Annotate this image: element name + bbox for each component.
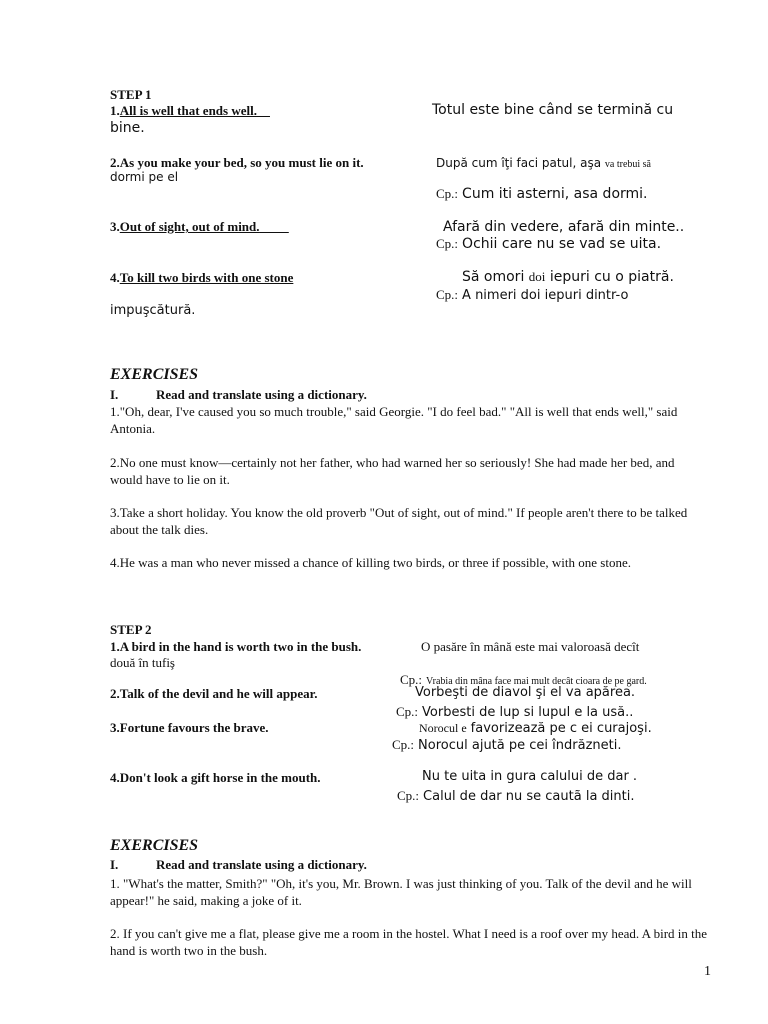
cp-label: Cp.: [436, 186, 459, 201]
cp-label: Cp.: [400, 672, 423, 687]
instruction-number: I. [110, 857, 119, 872]
proverb-text: Talk of the devil and he will appear. [119, 686, 318, 701]
proverb-number: 4. [110, 770, 120, 785]
translation-part-b: va trebui să [604, 159, 651, 170]
proverb-text: Fortune favours the brave. [119, 720, 269, 735]
step1-proverb-4 [110, 270, 293, 286]
underline-filler [257, 103, 270, 118]
step2-translation-1-cont: două în tufiş [110, 655, 175, 670]
proverb-text: All is well that ends well. [119, 103, 257, 118]
exercises1-instruction [110, 387, 367, 403]
step1-proverb-1 [110, 103, 270, 119]
cp-text: Calul de dar nu se cautã la dinti. [423, 789, 635, 804]
cp-text: Norocul ajută pe cei îndrăzneti. [418, 738, 622, 753]
exercise1-paragraph-3: 3.Take a short holiday. You know the old proverb "Out of sight, out of mind." If people aren't there to be talked about the talk dies. [110, 505, 688, 537]
step1-translation-2-cont: dormi pe el [110, 170, 179, 184]
instruction-text: Read and translate using a dictionary. [156, 857, 367, 872]
step1-proverb-2 [110, 155, 364, 171]
proverb-number: 3. [110, 219, 120, 234]
cp-label: Cp.: [396, 704, 419, 719]
cp-label: Cp.: [392, 737, 415, 752]
proverb-text: Don't look a gift horse in the mouth. [119, 770, 321, 785]
instruction-number: I. [110, 387, 119, 402]
translation-part-a: Să omori [462, 269, 525, 285]
cp-label: Cp.: [397, 788, 420, 803]
step1-proverb-3 [110, 219, 289, 235]
proverb-number: 1. [110, 639, 120, 654]
step1-cp-4 [436, 286, 628, 304]
step2-cp-4 [397, 787, 634, 805]
step2-proverb-4 [110, 770, 321, 786]
proverb-text: As you make your bed, so you must lie on it. [119, 155, 364, 170]
exercises1-heading: EXERCISES [110, 366, 199, 383]
step1-translation-2 [436, 156, 651, 170]
translation-part-a: Norocul e [419, 721, 467, 735]
step2-translation-3 [419, 719, 652, 737]
step1-translation-4 [462, 269, 674, 285]
proverb-text: A bird in the hand is worth two in the bush. [119, 639, 362, 654]
step1-cp-3 [436, 235, 661, 253]
instruction-text: Read and translate using a dictionary. [156, 387, 367, 402]
proverb-number: 2. [110, 155, 120, 170]
step1-translation-3: Afară din vedere, afară din minte.. [443, 219, 685, 235]
step1-cp-4-cont: impuşcătură. [110, 303, 196, 318]
exercise1-paragraph-4: 4.He was a man who never missed a chance of killing two birds, or three if possible, with one stone. [110, 555, 631, 570]
underline-filler [260, 219, 289, 234]
cp-label: Cp.: [436, 236, 459, 251]
step1-translation-1-cont: bine. [110, 120, 145, 136]
translation-part-b: favorizează pe c ei curajoşi. [470, 721, 652, 736]
exercise1-paragraph-2: 2.No one must know—certainly not her father, who had warned her so seriously! She had made her bed, and would have to lie on it. [110, 455, 675, 487]
step1-title: STEP 1 [110, 87, 152, 102]
cp-text: Cum iti asterni, asa dormi. [462, 186, 648, 202]
exercises2-heading: EXERCISES [110, 837, 199, 854]
proverb-text: Out of sight, out of mind. [119, 219, 260, 234]
step2-cp-3 [392, 736, 621, 754]
step2-translation-2: Vorbeşti de diavol şi el va apărea. [415, 685, 636, 700]
translation-part-a: După cum îţi faci patul, aşa [436, 156, 602, 170]
proverb-number: 1. [110, 103, 120, 118]
translation-part-c: iepuri cu o piatră. [549, 269, 674, 285]
proverb-number: 3. [110, 720, 120, 735]
cp-label: Cp.: [436, 287, 459, 302]
exercise2-paragraph-1: 1. "What's the matter, Smith?" "Oh, it's you, Mr. Brown. I was just thinking of you. Talk of the devil and he will appear!" he said, making a joke of it. [110, 876, 692, 908]
cp-text: Vrabia din mâna face mai mult decât cioara de pe gard. [426, 676, 647, 687]
step2-proverb-1 [110, 639, 361, 655]
exercise1-paragraph-1: 1."Oh, dear, I've caused you so much trouble," said Georgie. "I do feel bad." "All is well that ends well," said Antonia. [110, 404, 678, 436]
translation-part-b: doi [528, 269, 546, 284]
cp-text: Vorbesti de lup si lupul e la usă.. [422, 705, 634, 720]
proverb-number: 2. [110, 686, 120, 701]
step2-title: STEP 2 [110, 622, 152, 637]
page-number: 1 [704, 964, 711, 979]
step1-cp-2 [436, 185, 648, 203]
exercises2-instruction [110, 857, 367, 873]
cp-text: A nimeri doi iepuri dintr-o [462, 288, 629, 303]
step2-proverb-2 [110, 686, 317, 702]
exercise2-paragraph-2: 2. If you can't give me a flat, please give me a room in the hostel. What I need is a roof over my head. A bird in the hand is worth two in the bush. [110, 926, 708, 958]
proverb-text: To kill two birds with one stone [119, 270, 294, 285]
step2-proverb-3 [110, 720, 269, 736]
cp-text: Ochii care nu se vad se uita. [462, 236, 662, 252]
step2-translation-1: O pasăre în mână este mai valoroasă decît [421, 639, 640, 654]
step2-translation-4: Nu te uita in gura calului de dar . [422, 769, 638, 784]
proverb-number: 4. [110, 270, 120, 285]
step1-translation-1: Totul este bine când se termină cu [432, 102, 674, 118]
